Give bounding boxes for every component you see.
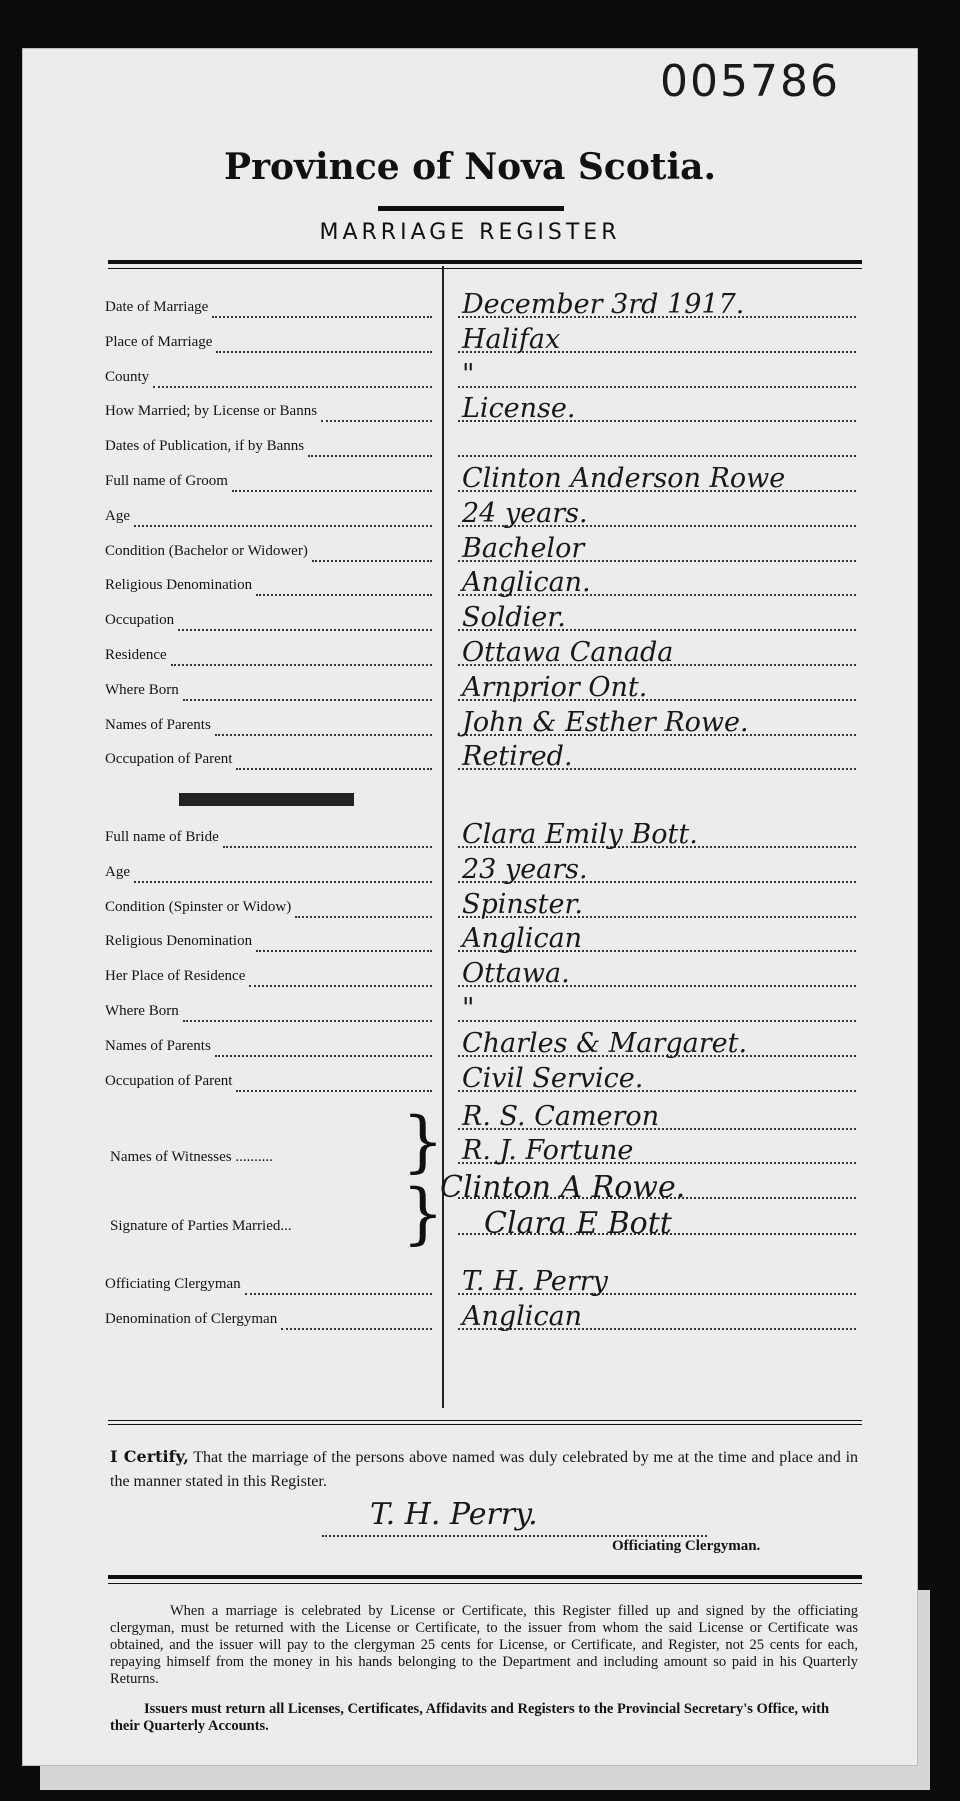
certification-text <box>110 1445 858 1494</box>
field-value: December 3rd 1917. <box>462 289 745 320</box>
label-leader <box>281 1310 432 1330</box>
field-value: Anglican <box>462 1300 583 1332</box>
field-value: Soldier. <box>462 602 566 634</box>
label-leader <box>295 898 432 918</box>
page-subtitle: MARRIAGE REGISTER <box>319 220 621 245</box>
register-row <box>22 995 918 1029</box>
register-row <box>22 358 918 395</box>
label-leader <box>223 828 432 848</box>
register-row <box>22 497 918 534</box>
label-leader <box>236 750 432 770</box>
register-row <box>22 604 918 638</box>
register-row <box>22 323 918 360</box>
register-row <box>22 291 918 325</box>
field-label: Date of Marriage <box>105 299 209 315</box>
field-value: Ottawa Canada <box>462 637 674 668</box>
witness-2: R. J. Fortune <box>462 1135 634 1166</box>
clergy-signature: T. H. Perry. <box>370 1497 538 1532</box>
field-value: Clara Emily Bott. <box>462 819 698 850</box>
label-leader <box>249 967 432 987</box>
label-leader <box>134 507 432 527</box>
label-leader <box>215 716 432 736</box>
field-value: License. <box>462 393 576 425</box>
field-label: Officiating Clergyman <box>105 1276 241 1292</box>
field-label: Her Place of Residence <box>105 968 246 985</box>
field-value: " <box>462 358 475 390</box>
field-value: Retired. <box>462 741 573 773</box>
field-label: Names of Parents <box>105 716 211 733</box>
field-value: 23 years. <box>462 853 588 885</box>
register-row <box>22 532 918 569</box>
footer-rule-thin <box>108 1583 862 1584</box>
label-leader <box>134 863 432 883</box>
field-label: County <box>105 368 150 385</box>
return-notice: When a marriage is celebrated by License or Certificate, this Register filled up and signed by the officiating clergyman, must be returned with the License or Certificate, to the issuer from whom the said License or Certificate was obtained, and the issuer will pay to the clergyman 25 cents for License, or Certificate, and Register, not 25 cents for each, repaying himself from the money in his hands belonging to the Department and including amount so paid in his Quarterly Returns. <box>110 1603 858 1687</box>
register-row <box>22 1300 918 1337</box>
groom-signature: Clinton A Rowe. <box>440 1170 686 1205</box>
footer-rule <box>108 1575 862 1579</box>
field-value: John & Esther Rowe. <box>462 706 749 738</box>
label-leader <box>236 1072 432 1092</box>
label-leader <box>183 681 432 701</box>
certify-lead: I Certify, <box>110 1447 189 1466</box>
register-row <box>22 1268 918 1302</box>
header-rule <box>108 260 862 264</box>
field-label: Age <box>105 863 130 880</box>
field-label: Residence <box>105 647 167 663</box>
signer-title: Officiating Clergyman. <box>612 1538 761 1554</box>
label-leader <box>321 402 432 422</box>
label-leader <box>215 1037 432 1057</box>
label-leader <box>256 576 432 596</box>
value-line <box>458 437 856 457</box>
field-label: Dates of Publication, if by Banns <box>105 438 305 455</box>
field-label: Condition (Spinster or Widow) <box>105 898 292 915</box>
header-rule-thin <box>108 268 862 269</box>
certify-body: That the marriage of the persons above named was duly celebrated by me at the time and place and in the manner stated in this Register. <box>110 1449 859 1490</box>
witnesses-brace: } <box>402 1103 444 1180</box>
field-label: Occupation of Parent <box>105 1072 233 1089</box>
label-leader <box>245 1275 432 1295</box>
label-leader <box>232 472 432 492</box>
field-value: Halifax <box>462 323 561 355</box>
register-row <box>22 706 918 743</box>
page-title: Province of Nova Scotia. <box>224 146 716 188</box>
field-label: How Married; by License or Banns <box>105 403 318 420</box>
register-row <box>22 821 918 855</box>
field-value: Spinster. <box>462 888 584 920</box>
clergy-signature-line <box>322 1497 707 1537</box>
certify-rule <box>108 1420 862 1421</box>
register-row <box>22 395 918 429</box>
register-row <box>22 925 918 959</box>
field-label: Names of Parents <box>105 1037 211 1054</box>
register-row <box>22 671 918 708</box>
field-value: " <box>462 993 475 1024</box>
document-number: 005786 <box>660 56 840 107</box>
signatures-label-text: Signature of Parties Married <box>110 1218 281 1234</box>
field-value: Clinton Anderson Rowe <box>462 463 786 494</box>
register-row <box>22 853 918 890</box>
bride-signature: Clara E Bott <box>484 1206 672 1241</box>
field-value: T. H. Perry <box>462 1266 608 1297</box>
field-value: Charles & Margaret. <box>462 1027 748 1059</box>
register-row <box>22 743 918 777</box>
witnesses-label-text: Names of Witnesses <box>110 1149 232 1165</box>
label-leader <box>312 542 432 562</box>
bride-section-bar <box>179 793 354 806</box>
field-label: Condition (Bachelor or Widower) <box>105 542 308 559</box>
field-label: Full name of Bride <box>105 829 219 845</box>
witness-row-1 <box>22 1103 918 1137</box>
field-value: 24 years. <box>462 497 588 529</box>
value-line <box>458 1002 856 1022</box>
register-row <box>22 960 918 994</box>
field-value: Ottawa. <box>462 958 570 990</box>
value-line <box>458 368 856 388</box>
label-leader <box>308 437 432 457</box>
field-value: Civil Service. <box>462 1062 644 1094</box>
register-row <box>22 1027 918 1064</box>
label-leader <box>178 611 432 631</box>
field-label: Age <box>105 507 130 524</box>
field-label: Full name of Groom <box>105 473 228 489</box>
register-row <box>22 1062 918 1099</box>
label-leader <box>183 1002 432 1022</box>
field-value: Arnprior Ont. <box>462 671 648 703</box>
field-label: Religious Denomination <box>105 933 253 950</box>
field-label: Occupation <box>105 612 175 629</box>
field-value: Anglican <box>462 923 583 955</box>
register-row <box>22 465 918 499</box>
certify-rule-2 <box>108 1424 862 1425</box>
field-label: Where Born <box>105 681 179 698</box>
register-row <box>22 888 918 925</box>
field-label: Occupation of Parent <box>105 751 233 768</box>
label-leader <box>212 298 432 318</box>
witnesses-label: Names of Witnesses .......... <box>110 1149 273 1165</box>
title-divider <box>378 206 564 211</box>
signature-row-1 <box>22 1172 918 1206</box>
label-leader <box>216 333 432 353</box>
field-label: Place of Marriage <box>105 333 213 350</box>
label-leader <box>153 368 432 388</box>
register-row <box>22 639 918 673</box>
field-value: Bachelor <box>462 532 585 564</box>
register-row <box>22 430 918 464</box>
field-value: Anglican. <box>462 567 591 599</box>
register-row <box>22 569 918 603</box>
signatures-brace: } <box>402 1175 444 1252</box>
label-leader <box>256 932 432 952</box>
witness-1: R. S. Cameron <box>462 1101 660 1132</box>
register-sheet <box>22 48 918 1766</box>
field-label: Where Born <box>105 1003 179 1019</box>
field-label: Denomination of Clergyman <box>105 1310 278 1327</box>
field-label: Religious Denomination <box>105 577 253 594</box>
signatures-label: Signature of Parties Married... <box>110 1218 292 1234</box>
issuers-notice: Issuers must return all Licenses, Certificates, Affidavits and Registers to the Provincial Secretary's Office, with their Quarterly Accounts. <box>110 1701 830 1734</box>
label-leader <box>171 646 432 666</box>
